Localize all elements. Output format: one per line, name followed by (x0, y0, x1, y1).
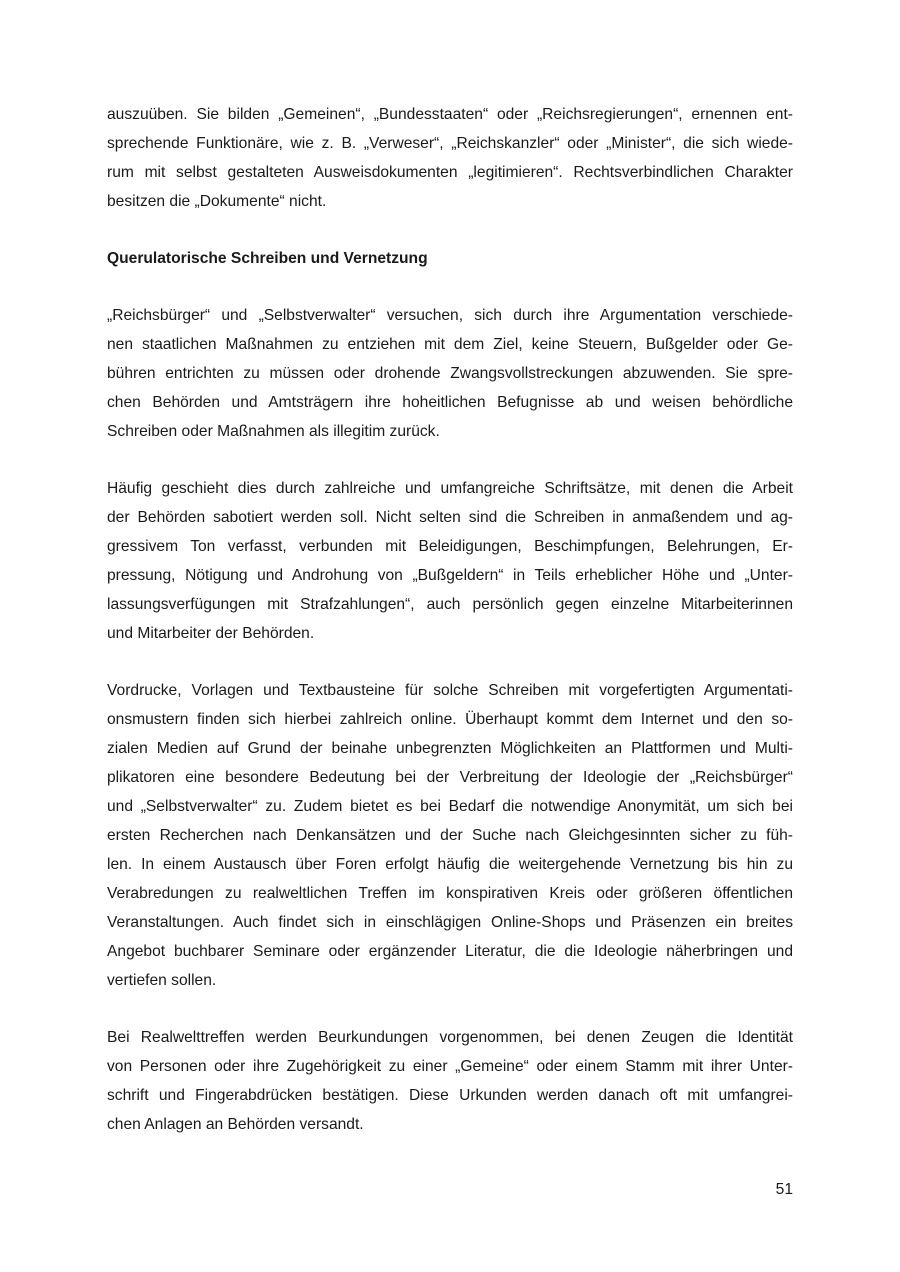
text-line: vertiefen sollen. (107, 972, 217, 989)
text-line: Verabredungen zu realweltlichen Treffen im konspirativen Kreis oder größeren öffentlichen (107, 885, 793, 902)
text-line: nen staatlichen Maßnahmen zu entziehen mit dem Ziel, keine Steuern, Bußgelder oder Ge- (107, 336, 793, 353)
text-line: „Reichsbürger“ und „Selbstverwalter“ versuchen, sich durch ihre Argumentation verschiede- (107, 307, 793, 324)
text-line: besitzen die „Dokumente“ nicht. (107, 193, 327, 210)
text-line: Schreiben oder Maßnahmen als illegitim zurück. (107, 423, 440, 440)
text-line: bühren entrichten zu müssen oder drohende Zwangsvollstreckungen abzuwenden. Sie spre- (107, 365, 793, 382)
text-line: der Behörden sabotiert werden soll. Nicht selten sind die Schreiben in anmaßendem und ag- (107, 509, 793, 526)
text-line: Bei Realwelttreffen werden Beurkundungen vorgenommen, bei denen Zeugen die Identität (107, 1029, 793, 1046)
text-line: und Mitarbeiter der Behörden. (107, 625, 315, 642)
text-line: lassungsverfügungen mit Strafzahlungen“, auch persönlich gegen einzelne Mitarbeiterinnen (107, 596, 793, 613)
text-line: Veranstaltungen. Auch findet sich in einschlägigen Online-Shops und Präsenzen ein breites (107, 914, 793, 931)
paragraph (107, 676, 793, 995)
text-line: plikatoren eine besondere Bedeutung bei der Verbreitung der Ideologie der „Reichsbürger“ (107, 769, 793, 786)
heading-text: Querulatorische Schreiben und Vernetzung (107, 250, 428, 267)
text-line: len. In einem Austausch über Foren erfolgt häufig die weitergehende Vernetzung bis hin zu (107, 856, 793, 873)
text-line: sprechende Funktionäre, wie z. B. „Verweser“, „Reichskanzler“ oder „Minister“, die sich wiede- (107, 135, 793, 152)
section-heading (107, 244, 793, 273)
text-line: Häufig geschieht dies durch zahlreiche und umfangreiche Schriftsätze, mit denen die Arbeit (107, 480, 793, 497)
document-page (107, 100, 793, 1139)
paragraph (107, 1023, 793, 1139)
text-line: Vordrucke, Vorlagen und Textbausteine für solche Schreiben mit vorgefertigten Argumentati- (107, 682, 793, 699)
text-line: ersten Recherchen nach Denkansätzen und der Suche nach Gleichgesinnten sicher zu füh- (107, 827, 793, 844)
paragraph (107, 474, 793, 648)
text-line: Angebot buchbarer Seminare oder ergänzender Literatur, die die Ideologie näherbringen und (107, 943, 793, 960)
text-line: zialen Medien auf Grund der beinahe unbegrenzten Möglichkeiten an Plattformen und Multi- (107, 740, 793, 757)
text-line: chen Anlagen an Behörden versandt. (107, 1116, 364, 1133)
text-line: schrift und Fingerabdrücken bestätigen. Diese Urkunden werden danach oft mit umfangrei- (107, 1087, 793, 1104)
paragraph (107, 100, 793, 216)
text-line: pressung, Nötigung und Androhung von „Bußgeldern“ in Teils erheblicher Höhe und „Unter- (107, 567, 793, 584)
text-line: gressivem Ton verfasst, verbunden mit Beleidigungen, Beschimpfungen, Belehrungen, Er- (107, 538, 793, 555)
text-line: rum mit selbst gestalteten Ausweisdokumenten „legitimieren“. Rechtsverbindlichen Charakter (107, 164, 793, 181)
page-number: 51 (775, 1181, 793, 1198)
text-line: auszuüben. Sie bilden „Gemeinen“, „Bundesstaaten“ oder „Reichsregierungen“, ernennen ent- (107, 106, 793, 123)
paragraph (107, 301, 793, 446)
text-line: chen Behörden und Amtsträgern ihre hoheitlichen Befugnisse ab und weisen behördliche (107, 394, 793, 411)
text-line: und „Selbstverwalter“ zu. Zudem bietet es bei Bedarf die notwendige Anonymität, um sich bei (107, 798, 793, 815)
text-line: onsmustern finden sich hierbei zahlreich online. Überhaupt kommt dem Internet und den so- (107, 711, 793, 728)
text-line: von Personen oder ihre Zugehörigkeit zu einer „Gemeine“ oder einem Stamm mit ihrer Unter- (107, 1058, 793, 1075)
